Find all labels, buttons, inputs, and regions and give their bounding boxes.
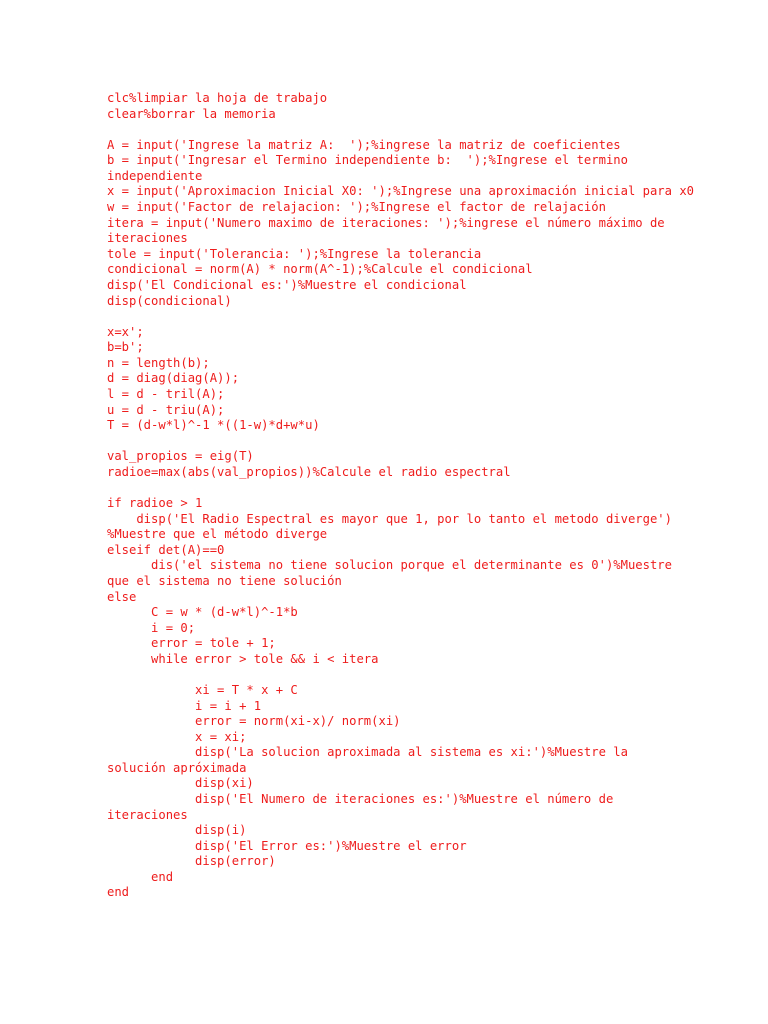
code-line: w = input('Factor de relajacion: ');%Ingrese el factor de relajación xyxy=(107,200,606,215)
code-line xyxy=(107,122,667,138)
code-line: i = 0; xyxy=(107,620,196,635)
code-line: x=x'; xyxy=(107,324,144,339)
code-line: A = input('Ingrese la matriz A: ');%ingrese la matriz de coeficientes xyxy=(107,137,621,152)
code-line: %Muestre que el método diverge xyxy=(107,527,328,542)
code-line: n = length(b); xyxy=(107,355,210,370)
code-line: x = input('Aproximacion Inicial X0: ');%Ingrese una aproximación inicial para x0 xyxy=(107,184,694,199)
code-line: u = d - triu(A); xyxy=(107,402,225,417)
code-line: while error > tole && i < itera xyxy=(107,651,379,666)
code-line: l = d - tril(A); xyxy=(107,386,225,401)
code-line: error = tole + 1; xyxy=(107,636,276,651)
code-line: disp(i) xyxy=(107,823,247,838)
code-line: disp('La solucion aproximada al sistema es xi:')%Muestre la xyxy=(107,745,628,760)
code-line: end xyxy=(107,869,174,884)
code-line: iteraciones xyxy=(107,231,188,246)
code-line: disp(error) xyxy=(107,854,276,869)
code-line: disp(xi) xyxy=(107,776,254,791)
code-line: clear%borrar la memoria xyxy=(107,106,276,121)
code-line: end xyxy=(107,885,130,900)
code-line xyxy=(107,667,667,683)
code-line: dis('el sistema no tiene solucion porque el determinante es 0')%Muestre xyxy=(107,558,672,573)
code-line: C = w * (d-w*l)^-1*b xyxy=(107,605,298,620)
code-line: independiente xyxy=(107,168,203,183)
code-line: elseif det(A)==0 xyxy=(107,542,225,557)
code-line: solución apróximada xyxy=(107,760,247,775)
code-line: condicional = norm(A) * norm(A^-1);%Calcule el condicional xyxy=(107,262,533,277)
code-line: disp('El Numero de iteraciones es:')%Muestre el número de xyxy=(107,792,614,807)
code-line: clc%limpiar la hoja de trabajo xyxy=(107,91,328,105)
code-line xyxy=(107,309,667,325)
code-line: xi = T * x + C xyxy=(107,682,298,697)
code-line: disp('El Radio Espectral es mayor que 1, por lo tanto el metodo diverge') xyxy=(107,511,672,526)
code-line: disp('El Condicional es:')%Muestre el condicional xyxy=(107,277,467,292)
code-line: itera = input('Numero maximo de iteraciones: ');%ingrese el número máximo de xyxy=(107,215,665,230)
code-line: tole = input('Tolerancia: ');%Ingrese la tolerancia xyxy=(107,246,482,261)
code-line: error = norm(xi-x)/ norm(xi) xyxy=(107,714,401,729)
code-line: x = xi; xyxy=(107,729,247,744)
code-line: disp('El Error es:')%Muestre el error xyxy=(107,838,467,853)
code-line: iteraciones xyxy=(107,807,188,822)
code-line: i = i + 1 xyxy=(107,698,262,713)
code-line: que el sistema no tiene solución xyxy=(107,573,342,588)
code-line: d = diag(diag(A)); xyxy=(107,371,240,386)
code-block xyxy=(107,91,694,901)
code-line: b=b'; xyxy=(107,340,144,355)
code-line: val_propios = eig(T) xyxy=(107,449,254,464)
code-line: b = input('Ingresar el Termino independiente b: ');%Ingrese el termino xyxy=(107,153,628,168)
code-line: else xyxy=(107,589,137,604)
code-line: if radioe > 1 xyxy=(107,496,203,511)
code-line xyxy=(107,434,667,450)
code-line: T = (d-w*l)^-1 *((1-w)*d+w*u) xyxy=(107,418,320,433)
code-line: radioe=max(abs(val_propios))%Calcule el radio espectral xyxy=(107,464,511,479)
code-line: disp(condicional) xyxy=(107,293,232,308)
code-line xyxy=(107,480,667,496)
